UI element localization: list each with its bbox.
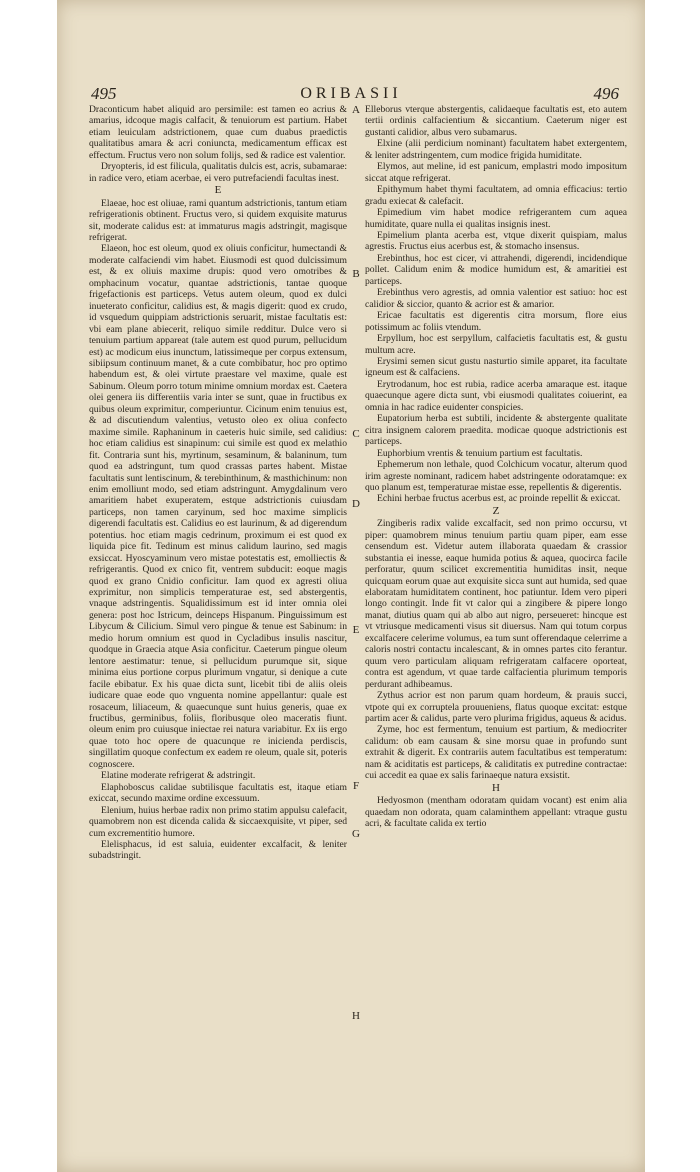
book-page bbox=[57, 0, 645, 1172]
left-text-column bbox=[89, 104, 347, 862]
section-heading: H bbox=[492, 781, 500, 794]
margin-letter: H bbox=[352, 1010, 360, 1022]
paragraph: Erebinthus vero agrestis, ad omnia valentior est satiuo: hoc est calidior & siccior, quanto & acrior est & amarior. bbox=[365, 287, 627, 310]
paragraph: Zingiberis radix valide excalfacit, sed non primo occursu, vt piper: quamobrem minus tenuium partiu quam piper, eam esse censendum est. Videtur autem illaborata quaedam & crassior substantia ei inesse, eaque humida potius & aquea, quocirca facile perforatur, quum scilicet excrementitia humiditas insit, neque quicquam eorum quae aut exquisite sicca sunt aut humida, sed quae elaboratam humiditatem continent, hoc patiuntur. Idem vero piperi longo contingit. Inde fit vt calor qui a zingibere & pipere longo manat, diutius quam qui ab albo aut nigro, perseueret: hincque est vt vtriusque medicamenti visus sit diuersus. Nam qui totum corpus excalfacere celerime volumus, ea tum sunt offerendaque celerrime a caloris nostri contactu incalescant, & in omnes partes cito ferantur. quum vero particulam aliquam refrigeratam calfacere oporteat, contra est agendum, vt quae tarde calfacientia plurimum temporis perdurant adhibeamus. bbox=[365, 518, 627, 690]
paragraph: Draconticum habet aliquid aro persimile: est tamen eo acrius & amarius, idcoque magis calfacit, & tenuiorum est partium. Habet etiam leuiculam adstrictionem, quae cum duabus praedictis qualitatibus amara & acri coniuncta, medicamentum efficax est effectum. Fructus vero non solum folijs, sed & radice est valentior. bbox=[89, 104, 347, 161]
paragraph: Ephemerum non lethale, quod Colchicum vocatur, alterum quod irim agreste nominant, radicem habet adstringente odoratamque: ex quo planum est, temperaturae mistae esse, repellentis & digerentis. bbox=[365, 459, 627, 493]
paragraph: Zyme, hoc est fermentum, tenuium est partium, & mediocriter calidum: ob eam causam & sine morsu quae in profundo sunt extrahit & digerit. Ex contrariis autem facultatibus est temperatum: nam & aciditatis est particeps, & caliditatis ex putredine contractae: cui accedit ea quae ex salis farinaeque natura exsistit. bbox=[365, 724, 627, 782]
paragraph: Ericae facultatis est digerentis citra morsum, flore eius potissimum ac foliis vtendum. bbox=[365, 310, 627, 333]
paragraph: Zythus acrior est non parum quam hordeum, & prauis succi, vtpote qui ex corruptela prouueniens, flatus quoque excitat: estque partim acer & calidus, parte vero plurima frigidus, aqueus & acidus. bbox=[365, 690, 627, 725]
paragraph: Elymos, aut meline, id est panicum, emplastri modo impositum siccat atque refrigerat. bbox=[365, 161, 627, 184]
margin-letter: B bbox=[352, 268, 360, 280]
paragraph: Elaphoboscus calidae subtilisque facultatis est, itaque etiam exiccat, secundo maxime ordine excessuum. bbox=[89, 781, 347, 805]
paragraph: Euphorbium vrentis & tenuium partium est facultatis. bbox=[377, 447, 583, 459]
paragraph: Elenium, huius herbae radix non primo statim appulsu calefacit, quamobrem non est dicenda calida & siccaexquisite, vt piper, sed cum excrementitio humore. bbox=[89, 804, 347, 839]
paragraph: Elleborus vterque abstergentis, calidaeque facultatis est, eto autem tertii ordinis calfacientium & siccantium. Caeterum niger est gustanti calidior, albus vero subamarus. bbox=[365, 104, 627, 138]
paragraph: Echini herbae fructus acerbus est, ac proinde repellit & exiccat. bbox=[377, 493, 621, 505]
paragraph: Epimedium vim habet modice refrigerantem cum aquea humiditate, quare nulla ei qualitas insignis inest. bbox=[365, 207, 627, 230]
right-page-number: 496 bbox=[593, 84, 619, 103]
running-title: ORIBASII bbox=[300, 85, 402, 102]
paragraph: Elelisphacus, id est saluia, euidenter excalfacit, & leniter subadstringit. bbox=[89, 839, 347, 862]
paragraph: Erysimi semen sicut gustu nasturtio simile apparet, ita facultate igneum est & calfaciens. bbox=[365, 355, 627, 379]
paragraph: Elatine moderate refrigerat & adstringit. bbox=[101, 770, 256, 782]
paragraph: Elaeon, hoc est oleum, quod ex oliuis conficitur, humectandi & moderate calfaciendi vim habet. Eiusmodi est quod dulcissimum est, & ex oliuis maxime drupis: quod vero omotribes & omphacinum vocatur, quantae adstrictionis, tantae quoque frigefactionis est particeps. Vetus autem oleum, quod ex dulci inueterato conficitur, calidius est, & magis digerit: quod ex crudo, id vsquedum quippiam adstrictionis seruarit, mistae facultatis est: vbi eam plane abiecerit, reliquo simile redditur. Dulce vero si tenuium partium appareat (tale autem est quod purum, pellucidum est) ac modicum eius inunctum, latissimeque per corpus extensum, sibiipsum continuum manet, & a cute combibatur, hoc pro optimo habendum est, & olei virtute praestare vel maxime, quale est Sabinum. Oleum porro totum minime omnium mordax est. Caetera olei genera iis differentiis varia inter se sunt, quae in fructibus ex quibus oleum exprimitur, comperiuntur. Cicinum enim tenuius est, & ad discutiendum valentius, vetusto oleo ex oliua confecto maxime simile. Raphaninum in caeteris huic simile, sed calidius: hoc etiam calidius est sinapinum: cui simile est quod ex melathio fit. Contraria sunt his, myrtinum, sesaminum, & balaninum, tum quod ea adstringunt, tum quod crassas partes habent. Mistae facultatis sunt lentiscinum, & terebinthinum, & masthichinum: non enim emolliunt modo, sed etiam adstringunt. Amygdalinum vero amaritiem habet exuperatem, estque adstrictionis cuiusdam particeps, non tamen caryinum, sed hoc maxime simplicis digerendi facultatis est. Calidius eo est laurinum, & ad digerendum potentius. hoc etiam magis cedrinum, proximum ei est quod ex liquida pice fit. Tedinum est minus calidum laurino, sed magis exsiccat. Hyoscyaminum vero mistae potestatis est, emolliectis & refrigerantis. Quod ex cnico fit, ventrem subducit: eoque magis quod ex grano Cnidio conficitur. Iam quod ex agresti oliua exprimitur, non simplicis temperaturae est, sed abstergentis, vnaque adstringentis. Squalidissimum est id inter omnia olei genera: post hoc Istricum, deinceps Hispanum. Pinguissimum est Libycum & Cilicium. Simul vero pingue & tenue est Sabinum: in medio horum omnium est quod in Cycladibus insulis nascitur, quodque in Graecia atque Asia conficitur. Caeterum pingue oleum lentore aestimatur: tenue, si pellucidum purumque sit, sique minima eius portione corpus plurimum vngatur, si denique a cute facile ebibatur. Ex his quae dicta sunt, licebit tibi de aliis oleis iudicare quae eode quo vnguenta nomine appellantur: quale est rosaceum, liliaceum, & quaecunque sunt huius generis, quae ex fructibus, germinibus, foliis, floribusque oleo maceratis fiunt. oleum enim pro cuiusque iniectae rei natura variabitur. Ex iis ergo quae toto hoc opere de quacunque re inicienda perdiscis, singillatim quoque confectum ex eadem re oleum, quale sit, poteris cognoscere. bbox=[89, 243, 347, 770]
margin-letter: E bbox=[352, 624, 360, 636]
paragraph: Elxine (alii perdicium nominant) facultatem habet extergentem, & leniter adstringentem, cum modice frigida humiditate. bbox=[365, 138, 627, 161]
section-heading: E bbox=[214, 184, 222, 197]
left-page-number: 495 bbox=[91, 84, 117, 103]
right-text-column bbox=[365, 104, 627, 830]
paragraph: Eupatorium herba est subtili, incidente & abstergente qualitate citra insignem calorem praedita. modicae quoque adstrictionis est particeps. bbox=[365, 413, 627, 448]
margin-letter: C bbox=[352, 428, 360, 440]
section-heading: Z bbox=[492, 504, 500, 517]
paragraph: Erebinthus, hoc est cicer, vi attrahendi, digerendi, incidendique pollet. Calidum enim & modice humidum est, & amaritiei est particeps. bbox=[365, 252, 627, 287]
paragraph: Erpyllum, hoc est serpyllum, calfacietis facultatis est, & gustu multum acre. bbox=[365, 333, 627, 356]
section-margin-letters bbox=[347, 0, 365, 1172]
paragraph: Dryopteris, id est filicula, qualitatis dulcis est, acris, subamarae: in radice vero, etiam acerbae, ei vero putrefaciendi facultas inest. bbox=[89, 161, 347, 184]
paragraph: Epimelium planta acerba est, vtque dixerit quispiam, malus agrestis. Fructus eius acerbus est, & stomacho insensus. bbox=[365, 229, 627, 253]
margin-letter: A bbox=[352, 104, 360, 116]
paragraph: Erytrodanum, hoc est rubia, radice acerba amaraque est. itaque quaecunque agere dicta sunt, vbi eiusmodi qualitates coiuerint, ea omnia in hac radice euidenter conspicies. bbox=[365, 378, 627, 413]
margin-letter: D bbox=[352, 498, 360, 510]
paragraph: Hedyosmon (mentham odoratam quidam vocant) est enim alia quaedam non odorata, quam calaminthem appellant: vtraque gustu acri, & facultate calida ex tertio bbox=[365, 795, 627, 830]
margin-letter: F bbox=[352, 780, 360, 792]
paragraph: Elaeae, hoc est oliuae, rami quantum adstrictionis, tantum etiam refrigerationis obtinent. Fructus vero, si quidem exquisite maturus sit, moderate calidus est: at immaturus magis adstringit, magisque refrigerat. bbox=[89, 197, 347, 243]
margin-letter: G bbox=[352, 828, 360, 840]
paragraph: Epithymum habet thymi facultatem, ad omnia efficacius: tertio gradu exiecat & calefacit. bbox=[365, 184, 627, 207]
